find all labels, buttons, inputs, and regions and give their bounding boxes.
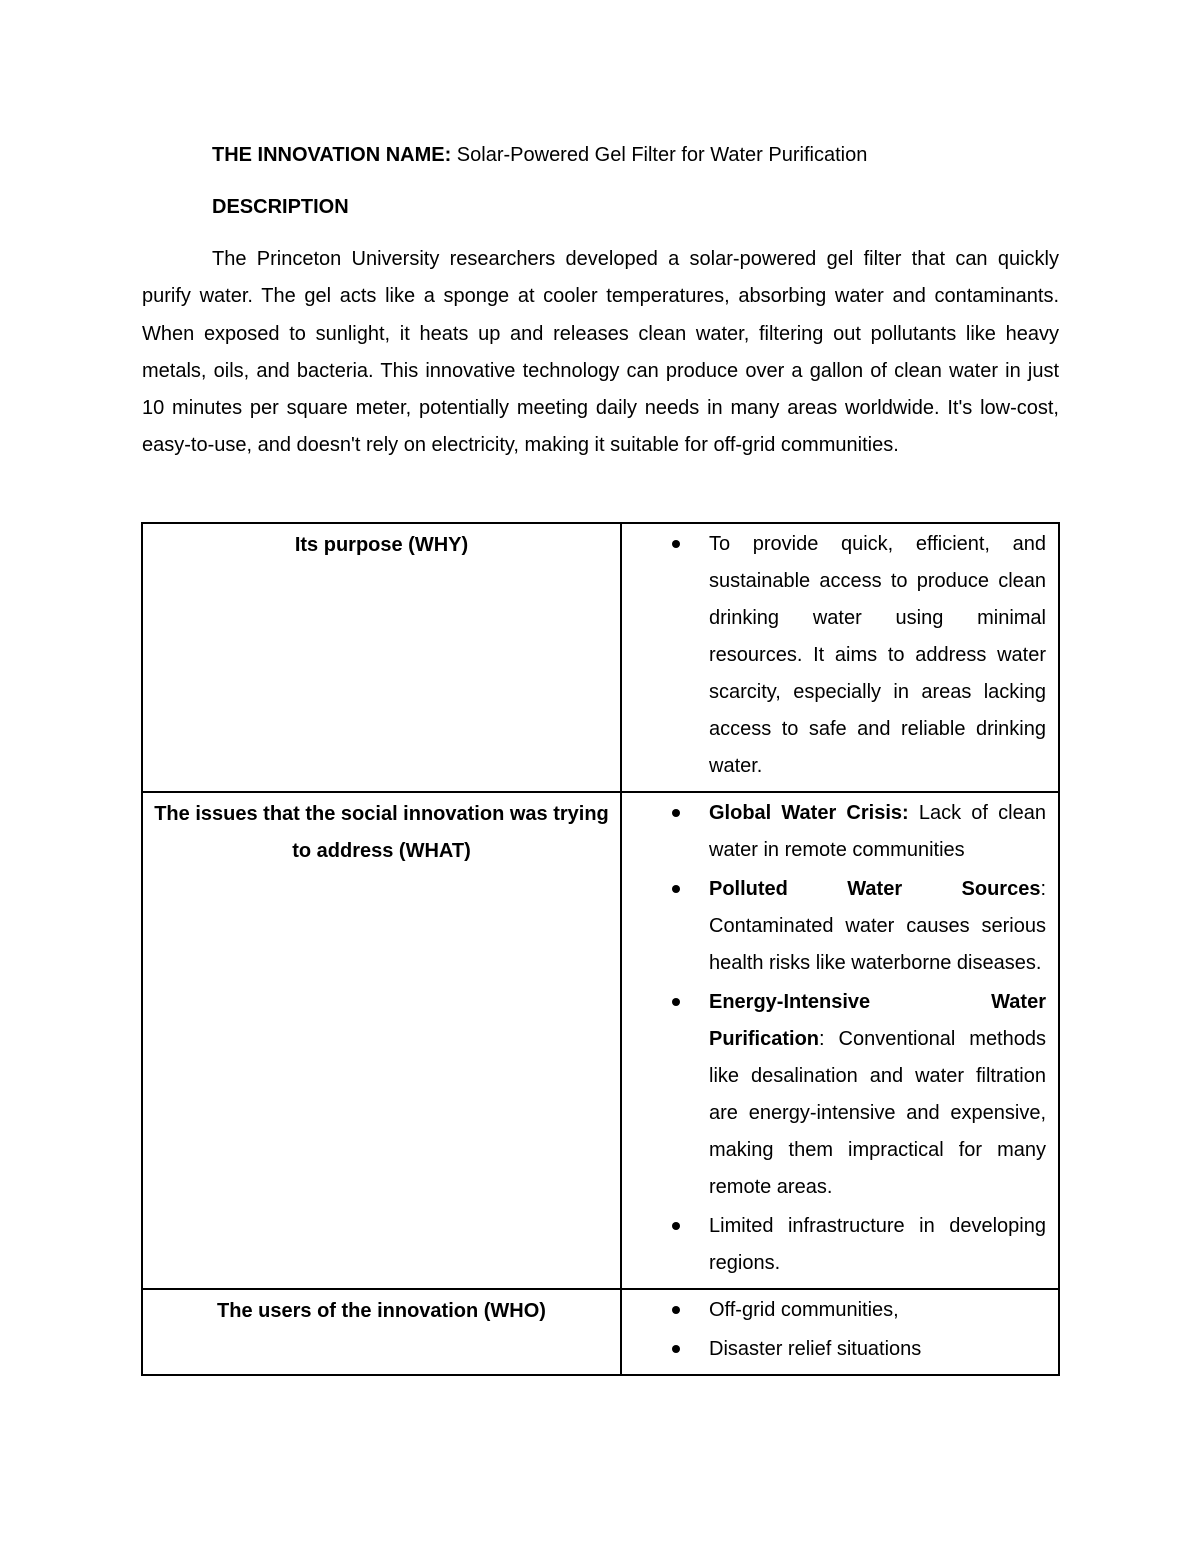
- list-item: Disaster relief situations: [622, 1331, 1046, 1368]
- list-item: Off-grid communities,: [622, 1292, 1046, 1329]
- row-label-users: The users of the innovation (WHO): [142, 1289, 621, 1375]
- list-item: Energy-Intensive Water Purification: Conventional methods like desalination and water filtration are energy-intensive and expensive, making them impractical for many remote areas.: [622, 984, 1046, 1206]
- row-content-purpose: [621, 523, 1059, 792]
- bullet-list: [622, 526, 1046, 785]
- innovation-label: THE INNOVATION NAME:: [212, 144, 452, 166]
- row-content-users: [621, 1289, 1059, 1375]
- innovation-name: Solar-Powered Gel Filter for Water Purification: [451, 144, 868, 166]
- innovation-title: [212, 142, 867, 168]
- bullet-list: [622, 1292, 1046, 1368]
- row-label-purpose: Its purpose (WHY): [142, 523, 621, 792]
- list-item: To provide quick, efficient, and sustainable access to produce clean drinking water using minimal resources. It aims to address water scarcity, especially in areas lacking access to safe and reliable drinking water.: [622, 526, 1046, 785]
- bullet-icon: [672, 1306, 680, 1314]
- innovation-table: [141, 522, 1060, 1376]
- bullet-icon: [672, 809, 680, 817]
- table-row: [142, 1289, 1059, 1375]
- bullet-list: [622, 795, 1046, 1282]
- list-item: Global Water Crisis: Lack of clean water in remote communities: [622, 795, 1046, 869]
- bullet-icon: [672, 885, 680, 893]
- bullet-icon: [672, 998, 680, 1006]
- list-item: Polluted Water Sources: Contaminated water causes serious health risks like waterborne diseases.: [622, 871, 1046, 982]
- bullet-icon: [672, 540, 680, 548]
- row-content-issues: [621, 792, 1059, 1289]
- table-row: [142, 523, 1059, 792]
- description-heading: DESCRIPTION: [212, 196, 349, 218]
- bullet-icon: [672, 1222, 680, 1230]
- list-item: Limited infrastructure in developing regions.: [622, 1208, 1046, 1282]
- bullet-icon: [672, 1345, 680, 1353]
- table-row: [142, 792, 1059, 1289]
- row-label-issues: The issues that the social innovation was trying to address (WHAT): [142, 792, 621, 1289]
- description-paragraph: The Princeton University researchers developed a solar-powered gel filter that can quickly purify water. The gel acts like a sponge at cooler temperatures, absorbing water and contaminants. When exposed to sunlight, it heats up and releases clean water, filtering out pollutants like heavy metals, oils, and bacteria. This innovative technology can produce over a gallon of clean water in just 10 minutes per square meter, potentially meeting daily needs in many areas worldwide. It's low-cost, easy-to-use, and doesn't rely on electricity, making it suitable for off-grid communities.: [142, 248, 1059, 457]
